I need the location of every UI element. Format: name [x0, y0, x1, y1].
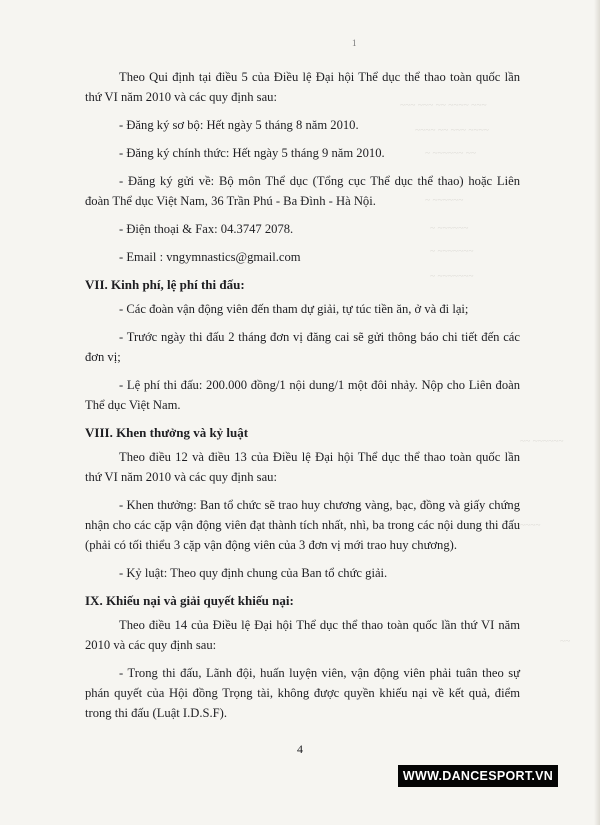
document-body	[85, 67, 520, 723]
list-item: - Đăng ký sơ bộ: Hết ngày 5 tháng 8 năm 2010.	[119, 118, 359, 132]
document-page: ~~~ ~~~ ~~ ~~~~ ~~~ ~~~~ ~~ ~~~ ~~~~ ~ ~~~~~~ ~~ ~ ~~~~~~ ~ ~~~~~~ ~ ~~~~~~~ ~ ~~~~~~~ ~~ ~~~~~~ ~~~~ ~~ 1 Theo Qui định tại điều 5 của Điều lệ Đại hội Thể dục thể thao toàn quốc lần thứ VI năm 2010 và các quy định sau: - Đăng ký sơ bộ: Hết ngày 5 tháng 8 năm 2010. - Đăng ký chính thức: Hết ngày 5 tháng 9 năm 2010. - Đăng ký gửi về: Bộ môn Thể dục (Tổng cục Thể dục thể thao) hoặc Liên đoàn Thể dục Việt Nam, 36 Trần Phú - Ba Đình - Hà Nội. - Điện thoại & Fax: 04.3747 2078. - Email : vngymnastics@gmail.com VII. Kinh phí, lệ phí thi đấu: - Các đoàn vận động viên đến tham dự giải, tự túc tiền ăn, ở và đi lại; - Trước ngày thi đấu 2 tháng đơn vị đăng cai sẽ gửi thông báo chi tiết đến các đơn vị; - Lệ phí thi đấu: 200.000 đồng/1 nội dung/1 một đôi nhảy. Nộp cho Liên đoàn Thể dục Việt Nam. VIII. Khen thưởng và kỷ luật Theo điều 12 và điều 13 của Điều lệ Đại hội Thể dục thể thao toàn quốc lần thứ VI năm 2010 và các quy định sau: - Khen thưởng: Ban tổ chức sẽ trao huy chương vàng, bạc, đồng và giấy chứng nhận cho các cặp vận động viên đạt thành tích nhất, nhì, ba trong các nội dung thi đấu (phải có tối thiểu 3 cặp vận động viên của 3 đơn vị mới trao huy chương). - Kỷ luật: Theo quy định chung của Ban tổ chức giải. IX. Khiếu nại và giải quyết khiếu nại: Theo điều 14 của Điều lệ Đại hội Thể dục thể thao toàn quốc lần thứ VI năm 2010 và các quy định sau: - Trong thi đấu, Lãnh đội, huấn luyện viên, vận động viên phải tuân theo sự phán quyết của Hội đồng Trọng tài, không được quyền khiếu nại về kết quả, điểm trong thi đấu (Luật I.D.S.F). 4 WWW.DANCESPORT.VN	[0, 0, 600, 825]
list-item: - Điện thoại & Fax: 04.3747 2078.	[119, 222, 294, 236]
intro-paragraph: Theo Qui định tại điều 5 của Điều lệ Đại hội Thể dục thể thao toàn quốc lần thứ VI năm 2010 và các quy định sau:	[85, 70, 520, 104]
page-edge-shadow	[594, 0, 600, 825]
section-heading: VII. Kinh phí, lệ phí thi đấu:	[85, 277, 245, 292]
list-item: - Đăng ký gửi về: Bộ môn Thể dục (Tổng cục Thể dục thể thao) hoặc Liên đoàn Thể dục Việt Nam, 36 Trần Phú - Ba Đình - Hà Nội.	[85, 174, 520, 208]
section-heading: IX. Khiếu nại và giải quyết khiếu nại:	[85, 593, 294, 608]
site-watermark: WWW.DANCESPORT.VN	[398, 765, 558, 787]
top-mark: 1	[352, 38, 357, 48]
list-item: - Trước ngày thi đấu 2 tháng đơn vị đăng cai sẽ gửi thông báo chi tiết đến các đơn vị;	[85, 330, 520, 364]
list-item: - Đăng ký chính thức: Hết ngày 5 tháng 9 năm 2010.	[119, 146, 385, 160]
section-heading: VIII. Khen thưởng và kỷ luật	[85, 425, 249, 440]
list-item: - Kỷ luật: Theo quy định chung của Ban tổ chức giải.	[119, 566, 388, 580]
list-item: - Trong thi đấu, Lãnh đội, huấn luyện viên, vận động viên phải tuân theo sự phán quyết của Hội đồng Trọng tài, không được quyền khiếu nại về kết quả, điểm trong thi đấu (Luật I.D.S.F).	[85, 666, 520, 720]
list-item: - Khen thưởng: Ban tổ chức sẽ trao huy chương vàng, bạc, đồng và giấy chứng nhận cho các cặp vận động viên đạt thành tích nhất, nhì, ba trong các nội dung thi đấu (phải có tối thiểu 3 cặp vận động viên của 3 đơn vị mới trao huy chương).	[85, 498, 520, 552]
section-intro: Theo điều 14 của Điều lệ Đại hội Thể dục thể thao toàn quốc lần thứ VI năm 2010 và các quy định sau:	[85, 618, 520, 652]
list-item: - Lệ phí thi đấu: 200.000 đồng/1 nội dung/1 một đôi nhảy. Nộp cho Liên đoàn Thể dục Việt Nam.	[85, 378, 520, 412]
page-number: 4	[297, 742, 303, 756]
section-intro: Theo điều 12 và điều 13 của Điều lệ Đại hội Thể dục thể thao toàn quốc lần thứ VI năm 2010 và các quy định sau:	[85, 450, 520, 484]
list-item: - Email : vngymnastics@gmail.com	[119, 250, 301, 264]
list-item: - Các đoàn vận động viên đến tham dự giải, tự túc tiền ăn, ở và đi lại;	[119, 302, 469, 316]
